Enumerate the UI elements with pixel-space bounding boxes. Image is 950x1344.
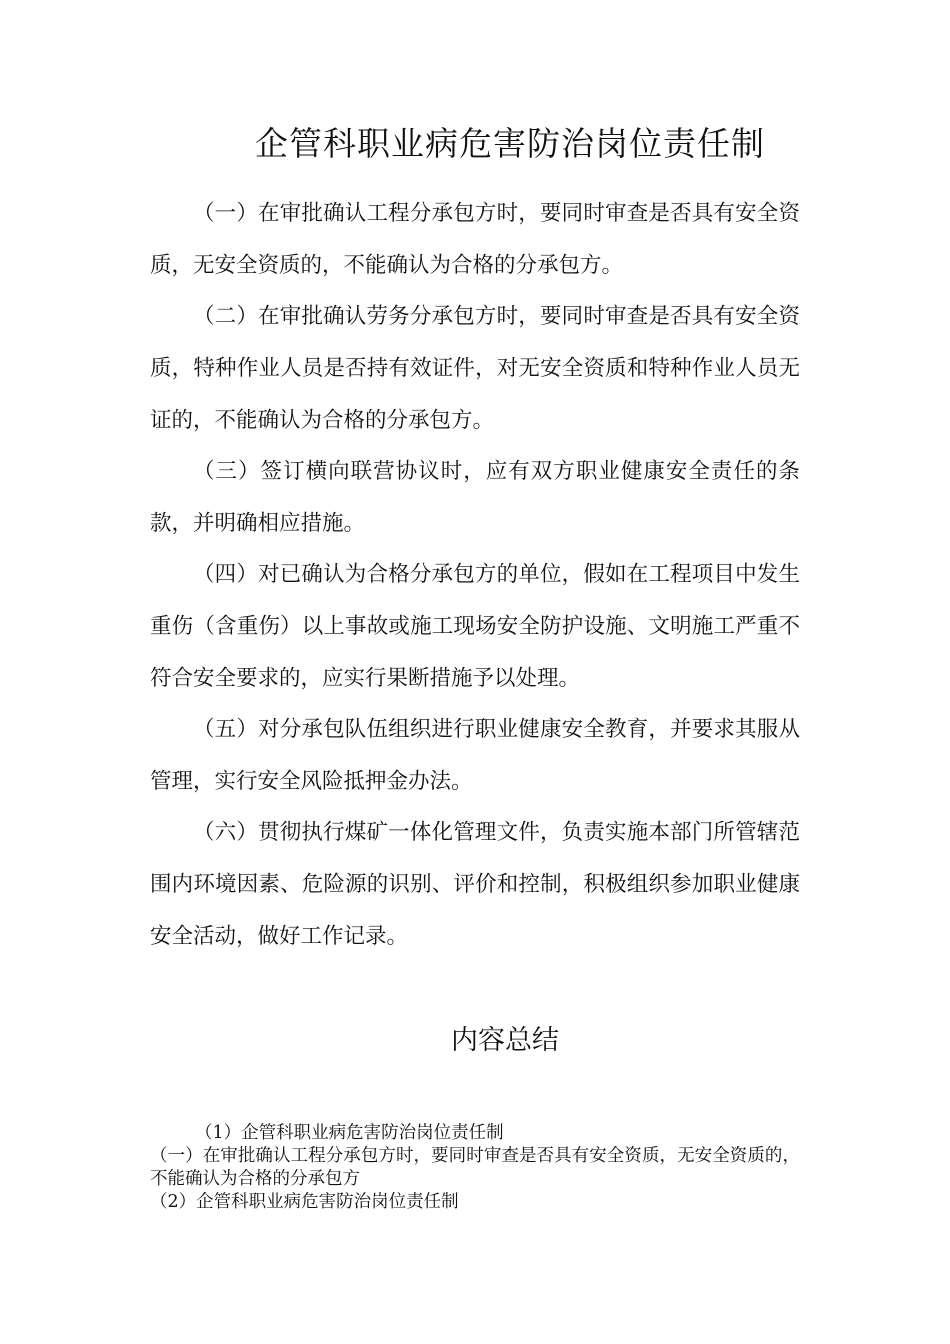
paragraph-3: （三）签订横向联营协议时，应有双方职业健康安全责任的条款，并明确相应措施。 xyxy=(150,459,800,536)
summary-line-1: （1）企管科职业病危害防治岗位责任制 xyxy=(195,1123,504,1143)
summary-title: 内容总结 xyxy=(451,1025,559,1056)
paragraph-4: （四）对已确认为合格分承包方的单位，假如在工程项目中发生重伤（含重伤）以上事故或施工现场安全防护设施、文明施工严重不符合安全要求的，应实行果断措施予以处理。 xyxy=(150,562,800,691)
paragraph-6: （六）贯彻执行煤矿一体化管理文件，负责实施本部门所管辖范围内环境因素、危险源的识别、评价和控制，积极组织参加职业健康安全活动，做好工作记录。 xyxy=(150,820,800,949)
paragraph-5: （五）对分承包队伍组织进行职业健康安全教育，并要求其服从管理，实行安全风险抵押金办法。 xyxy=(150,717,800,794)
paragraph-1: （一）在审批确认工程分承包方时，要同时审查是否具有安全资质，无安全资质的，不能确认为合格的分承包方。 xyxy=(150,201,800,278)
summary-section xyxy=(150,1122,800,1214)
summary-line-3: （2）企管科职业病危害防治岗位责任制 xyxy=(150,1192,459,1212)
summary-line-2: （一）在审批确认工程分承包方时，要同时审查是否具有安全资质，无安全资质的，不能确认为合格的分承包方 xyxy=(150,1146,800,1189)
paragraph-2: （二）在审批确认劳务分承包方时，要同时审查是否具有安全资质，特种作业人员是否持有效证件，对无安全资质和特种作业人员无证的，不能确认为合格的分承包方。 xyxy=(150,304,800,433)
document-title: 企管科职业病危害防治岗位责任制 xyxy=(255,124,765,163)
